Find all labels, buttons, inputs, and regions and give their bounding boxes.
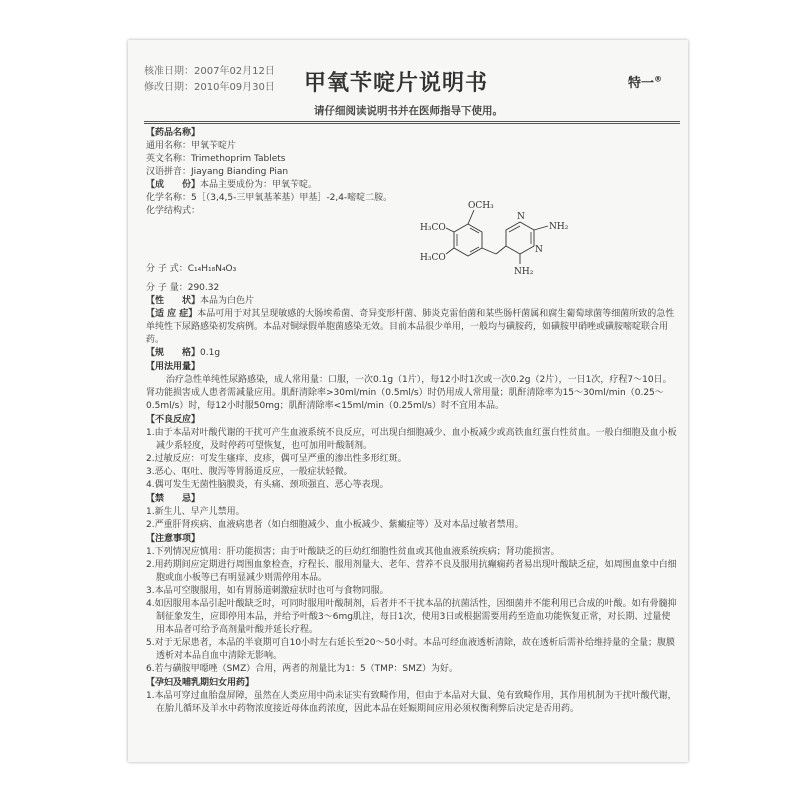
adverse-item: 3.恶心、呕吐、腹泻等胃肠道反应，一般症状轻微。	[146, 467, 353, 477]
instruction-content	[146, 126, 678, 716]
section-ingredients	[146, 179, 678, 192]
section-header-dosage: 【用法用量】	[146, 362, 201, 372]
section-header-contraindications: 【禁 忌】	[146, 494, 201, 504]
approval-date: 核准日期：2007年02月12日	[144, 66, 275, 77]
structure-label: 化学结构式：	[146, 206, 201, 216]
precaution-item: 6.若与磺胺甲噁唑（SMZ）合用，两者的剂量比为1：5（TMP：SMZ）为好。	[146, 664, 459, 674]
contraindication-item: 2.严重肝肾疾病、血液病患者（如白细胞减少、血小板减少、紫癜症等）及对本品过敏者禁用。	[146, 520, 524, 530]
adverse-item: 2.过敏反应：可发生瘙痒、皮疹，偶可呈严重的渗出性多形红斑。	[146, 454, 407, 464]
precaution-item: 4.如因服用本品引起叶酸缺乏时，可同时服用叶酸制剂，后者并不干扰本品的抗菌活性，因细菌并不能利用已合成的叶酸。如有骨髓抑制征象发生，应即停用本品，并给予叶酸3～6mg肌注，每日1次，使用3日或根据需要用药至造血功能恢复正常，对长期、过量使用本品者可给予高剂量叶酸并延长疗程。	[146, 599, 677, 635]
nh2-bottom-label: NH₂	[514, 267, 534, 277]
revision-date: 修改日期：2010年09月30日	[144, 82, 275, 93]
precaution-item: 1.下列情况应慎用：肝功能损害；由于叶酸缺乏的巨幼红细胞性贫血或其他血液系统疾病；肾功能损害。	[146, 547, 560, 557]
h3co-bottom-label: H₃CO	[420, 253, 446, 263]
section-appearance	[146, 295, 678, 308]
dosage-text: 治疗急性单纯性尿路感染，成人常用量：口服，一次0.1g（1片），每12小时1次或一次0.2g（2片），一日1次，疗程7～10日。肾功能损害成人患者需减量应用。肌酐清除率>30ml/min（0.5ml/s）时仍用成人常用量；肌酐清除率为15～30ml/min（0.25～0.5ml/s）时，每12小时服50mg；肌酐清除率<15ml/min（0.25ml/s）时不宜用本品。	[146, 375, 672, 411]
nh2-right-label: NH₂	[549, 222, 569, 232]
section-specification	[146, 347, 678, 360]
date-block	[144, 64, 275, 96]
section-header-precautions: 【注意事项】	[146, 534, 201, 544]
section-header-pregnancy: 【孕妇及哺乳期妇女用药】	[146, 678, 255, 688]
contraindication-item: 1.新生儿、早产儿禁用。	[146, 507, 245, 517]
adverse-item: 4.偶可发生无菌性脑膜炎，有头痛、颈项强直、恶心等表现。	[146, 480, 389, 490]
n-top-label: N	[517, 212, 525, 222]
section-header-drug-name: 【药品名称】	[146, 128, 201, 138]
brand-logo-text: 特一	[628, 76, 655, 91]
document-subtitle: 请仔细阅读说明书并在医师指导下使用。	[314, 105, 503, 117]
indications-text: 本品可用于对其呈现敏感的大肠埃希菌、奇异变形杆菌、肺炎克雷伯菌和某些肠杆菌属和腐生葡萄球菌等细菌所致的急性单纯性下尿路感染初发病例。本品对铜绿假单胞菌感染无效。目前本品很少单用，一般均与磺胺药，如磺胺甲硝唑或磺胺嘧啶联合用药。	[146, 309, 675, 345]
h3co-mid-label: H₃CO	[420, 223, 446, 233]
brand-logo	[628, 72, 662, 91]
molecular-weight: 分 子 量：290.32	[146, 283, 220, 293]
ingredients-text: 本品主要成份为：甲氧苄啶。	[200, 180, 318, 190]
pinyin-name: 汉语拼音：Jiayang Bianding Pian	[146, 167, 289, 177]
document-title: 甲氧苄啶片说明书	[304, 71, 489, 96]
specification-label: 【规 格】	[146, 348, 201, 358]
section-indications	[146, 308, 678, 347]
pregnancy-item: 1.本品可穿过血胎盘屏障，虽然在人类应用中尚未证实有致畸作用，但由于本品对大鼠、兔有致畸作用，其作用机制为干扰叶酸代谢，在胎儿循环及羊水中药物浓度接近母体血药浓度，因此本品在妊娠期间应用必须权衡利弊后决定是否用药。	[146, 691, 677, 714]
och3-top-label: OCH₃	[468, 201, 494, 211]
precaution-item: 2.用药期间应定期进行周围血象检查，疗程长、服用剂量大、老年、营养不良及服用抗癫痫药者易出现叶酸缺乏症，如周围血象中白细胞或血小板等已有明显减少则需停用本品。	[146, 560, 677, 583]
ingredients-label: 【成 份】	[146, 180, 201, 190]
adverse-item: 1.由于本品对叶酸代谢的干扰可产生血液系统不良反应，可出现白细胞减少、血小板减少或高铁血红蛋白性贫血。一般白细胞及血小板减少系轻度，及时停药可望恢复，也可加用叶酸制剂。	[146, 428, 677, 451]
section-header-adverse: 【不良反应】	[146, 415, 201, 425]
precaution-item: 3.本品可空腹服用，如有胃肠道刺激症状时也可与食物同服。	[146, 586, 389, 596]
appearance-label: 【性 状】	[146, 296, 201, 306]
molecular-formula: 分 子 式：C₁₄H₁₈N₄O₃	[146, 264, 237, 274]
header-divider-2	[144, 123, 680, 124]
appearance-text: 本品为白色片	[200, 296, 255, 306]
common-name: 通用名称：甲氧苄啶片	[146, 141, 237, 151]
english-name: 英文名称：Trimethoprim Tablets	[146, 154, 286, 164]
registered-mark-icon: ®	[654, 74, 663, 84]
chemical-name: 化学名称：5［（3,4,5-三甲氧基苯基）甲基］-2,4-嘧啶二胺。	[146, 193, 393, 203]
indications-label: 【适 应 症】	[146, 309, 198, 319]
precaution-item: 5.对于无尿患者，本品的半衰期可自10小时左右延长至20～50小时。本品可经血液透析清除，故在透析后需补给维持量的全量；腹膜透析对本品自血中清除无影响。	[146, 638, 675, 661]
specification-text: 0.1g	[200, 348, 221, 358]
n-bottom-label: N	[535, 245, 543, 255]
header-divider	[144, 121, 680, 122]
